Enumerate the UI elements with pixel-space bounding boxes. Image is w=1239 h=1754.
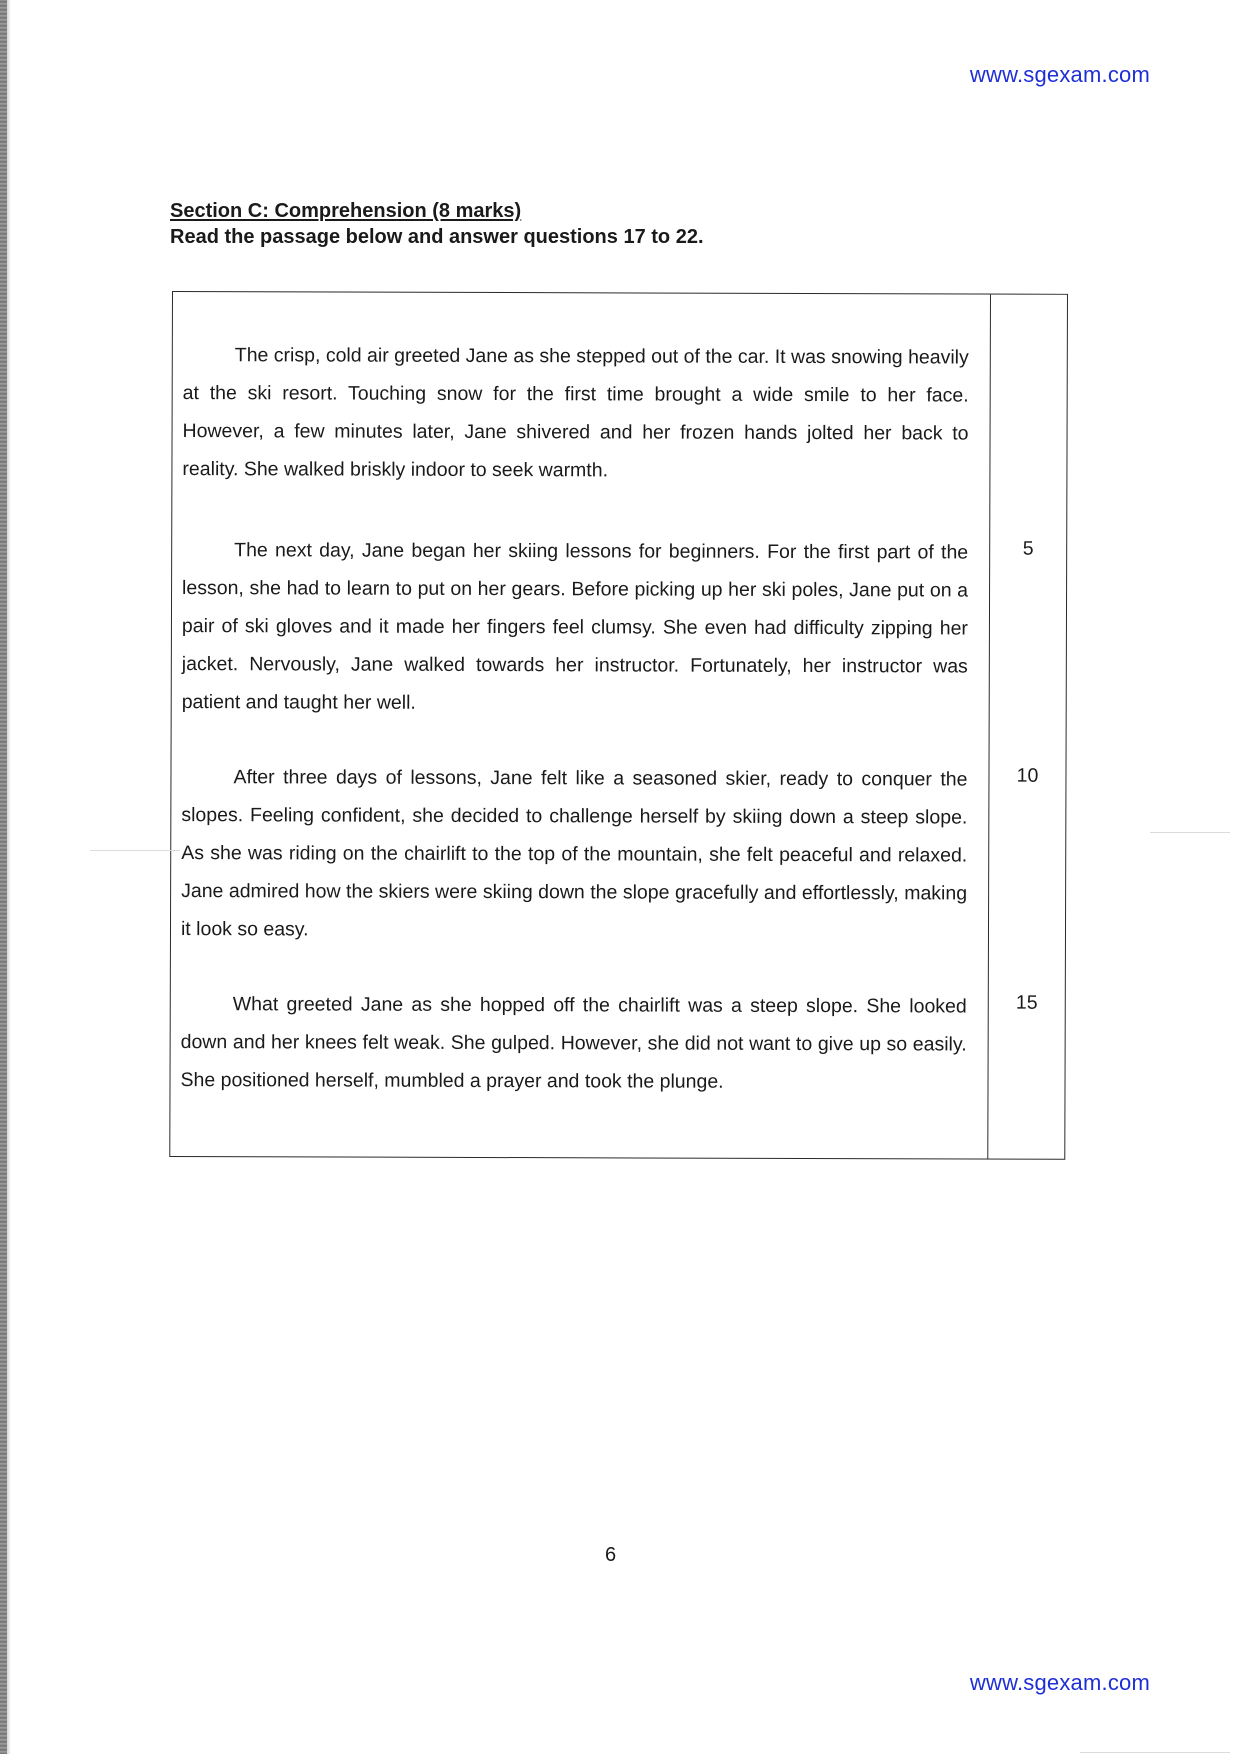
instruction: Read the passage below and answer questions 17 to 22.	[170, 226, 704, 248]
scan-artifact	[90, 850, 180, 851]
scan-edge-shadow	[7, 0, 11, 1754]
page-number: 6	[604, 1544, 617, 1566]
scan-artifact	[1150, 832, 1230, 833]
section-title: Section C: Comprehension (8 marks)	[170, 200, 522, 222]
watermark-bottom: www.sgexam.com	[969, 1670, 1150, 1695]
scan-artifact	[1080, 1752, 1230, 1753]
passage-box	[169, 291, 1068, 1160]
passage-paragraph-1: The crisp, cold air greeted Jane as she stepped out of the car. It was snowing heavily at the ski resort. Touching snow for the first time brought a wide smile to her face. However, a few minutes later, Jane shivered and her frozen hands jolted her back to reality. She walked briskly indoor to seek warmth.	[182, 344, 969, 482]
line-number-15: 15	[1015, 991, 1038, 1014]
watermark-top: www.sgexam.com	[969, 62, 1150, 87]
line-number-column	[987, 295, 991, 1159]
passage-paragraph-2: The next day, Jane began her skiing lessons for beginners. For the first part of the lesson, she had to learn to put on her gears. Before picking up her ski poles, Jane put on a pair of ski gloves and it made her fingers feel clumsy. She even had difficulty zipping her jacket. Nervously, Jane walked towards her instructor. Fortunately, her instructor was patient and taught her well.	[181, 539, 969, 714]
passage-paragraph-4: What greeted Jane as she hopped off the chairlift was a steep slope. She looked down and her knees felt weak. She gulped. However, she did not want to give up so easily. She positioned herself, mumbled a prayer and took the plunge.	[180, 993, 967, 1093]
passage-paragraph-3: After three days of lessons, Jane felt like a seasoned skier, ready to conquer the slopes. Feeling confident, she decided to challenge herself by skiing down a steep slope. As she was riding on the chairlift to the top of the mountain, she felt peaceful and relaxed. Jane admired how the skiers were skiing down the slope gracefully and effortlessly, making it look so easy.	[180, 766, 968, 941]
scan-edge	[0, 0, 7, 1754]
line-number-5: 5	[1022, 537, 1034, 560]
line-number-10: 10	[1016, 764, 1039, 787]
